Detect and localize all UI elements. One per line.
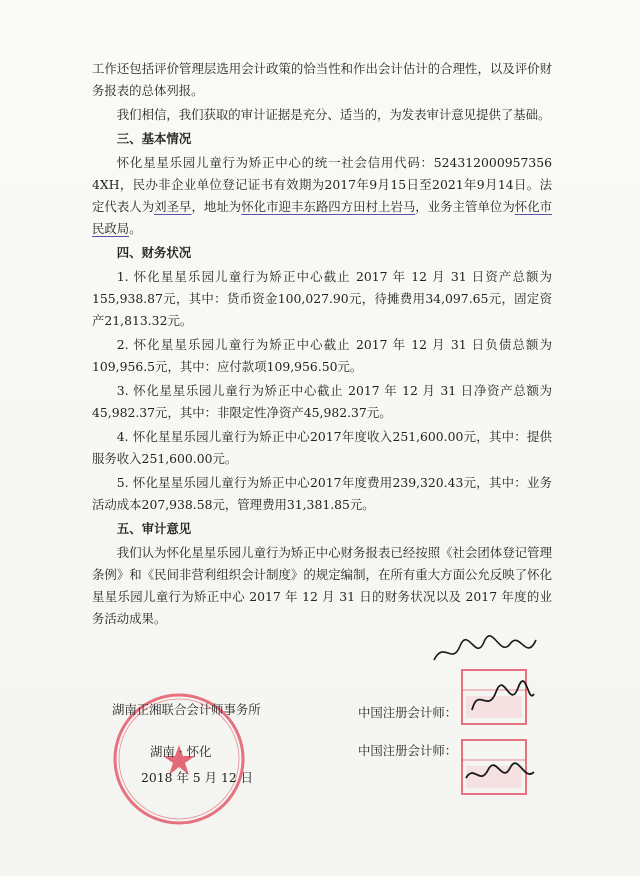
- paragraph-opinion: 我们认为怀化星星乐园儿童行为矫正中心财务报表已经按照《社会团体登记管理条例》和《民间非营利组织会计制度》的规定编制，在所有重大方面公允反映了怀化星星乐园儿童行为矫正中心 2017 年 12 月 31 日的财务状况以及 2017 年度的业务活动成果。: [92, 545, 552, 626]
- handwritten-mark-opinion: [430, 632, 540, 672]
- legal-representative: 刘圣早: [154, 199, 192, 214]
- section-financial-heading: 四、财务状况: [116, 245, 192, 260]
- financial-item: 1. 怀化星星乐园儿童行为矫正中心截止 2017 年 12 月 31 日资产总额为155,938.87元，其中：货币资金100,027.90元，待摊费用34,097.65元，固定资产21,813.32元。: [92, 269, 552, 328]
- address: 怀化市迎丰东路四方田村上岩马: [241, 199, 416, 214]
- supervisor-unit: 怀化市民政局: [92, 199, 553, 236]
- section-opinion-heading: 五、审计意见: [116, 521, 192, 536]
- basic-info-text-4: 。: [129, 221, 142, 236]
- report-date: 2018 年 5 月 12 日: [141, 770, 254, 785]
- financial-item: 5. 怀化星星乐园儿童行为矫正中心2017年度费用239,320.43元，其中：业务活动成本207,938.58元，管理费用31,381.85元。: [92, 475, 552, 512]
- cpa1-label: 中国注册会计师：: [358, 705, 458, 720]
- financial-item: 4. 怀化星星乐园儿童行为矫正中心2017年度收入251,600.00元，其中：提供服务收入251,600.00元。: [92, 429, 552, 466]
- firm-location: 湖南 · 怀化: [150, 744, 212, 759]
- financial-item: 3. 怀化星星乐园儿童行为矫正中心截止 2017 年 12 月 31 日净资产总额为45,982.37元，其中：非限定性净资产45,982.37元。: [92, 383, 552, 420]
- paragraph-audit-evidence: 我们相信，我们获取的审计证据是充分、适当的，为发表审计意见提供了基础。: [116, 107, 551, 122]
- firm-name: 湖南正湘联合会计师事务所: [112, 702, 261, 717]
- paragraph-evaluation: 工作还包括评价管理层选用会计政策的恰当性和作出会计估计的合理性，以及评价财务报表的总体列报。: [92, 61, 552, 98]
- basic-info-text-3: ，业务主管单位为: [415, 199, 515, 214]
- cpa2-label: 中国注册会计师：: [358, 743, 458, 758]
- section-basic-info-heading: 三、基本情况: [116, 131, 192, 146]
- basic-info-text-2: ，地址为: [191, 199, 242, 214]
- paragraph-basic-info: [92, 152, 552, 240]
- basic-info-text-1: 怀化星星乐园儿童行为矫正中心的统一社会信用代码：524312000957356 4XH，民办非企业单位登记证书有效期为2017年9月15日至2021年9月14日。法定代表人为: [92, 155, 552, 214]
- report-body: [92, 58, 552, 632]
- cpa2-signature: [462, 760, 538, 790]
- financial-item: 2. 怀化星星乐园儿童行为矫正中心截止 2017 年 12 月 31 日负债总额为109,956.5元，其中：应付款项109,956.50元。: [92, 337, 552, 374]
- cpa1-signature: [468, 680, 538, 720]
